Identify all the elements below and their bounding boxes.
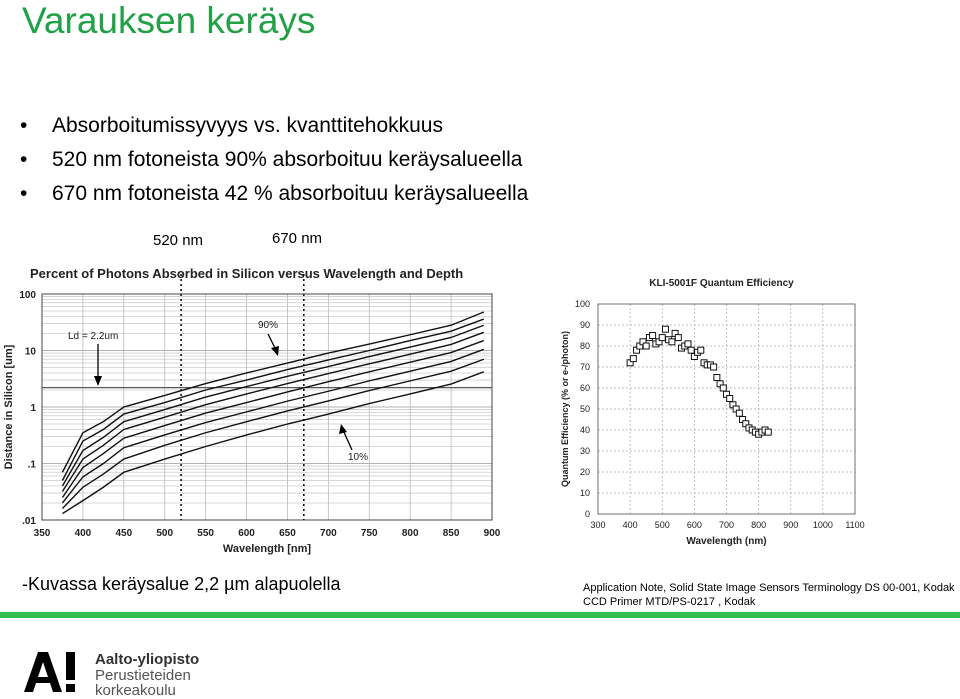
data-point xyxy=(736,410,742,416)
y-axis-label: Quantum Efficiency (% or e-/photon) xyxy=(560,330,570,488)
marker-label-520: 520 nm xyxy=(153,232,204,249)
x-tick-label: 500 xyxy=(654,520,670,530)
data-point xyxy=(685,341,691,347)
y-tick-label: 50 xyxy=(579,404,590,414)
x-tick-label: 350 xyxy=(33,528,51,539)
bullet-dot-icon: • xyxy=(20,114,28,137)
x-tick-label: 300 xyxy=(590,520,606,530)
x-tick-label: 800 xyxy=(401,528,419,539)
series-line xyxy=(62,372,483,514)
bullet-text: 670 nm fotoneista 42 % absorboituu keräysalueella xyxy=(52,182,529,205)
y-tick-label: 40 xyxy=(579,425,590,435)
y-tick-label: .1 xyxy=(27,459,36,471)
data-point xyxy=(688,347,694,353)
y-tick-label: 60 xyxy=(579,383,590,393)
series-line xyxy=(62,349,483,503)
data-point xyxy=(675,335,681,341)
annotation-arrowhead xyxy=(271,346,279,356)
data-point xyxy=(662,326,668,332)
aalto-logo-icon xyxy=(22,650,82,697)
x-tick-label: 550 xyxy=(197,528,214,539)
data-point xyxy=(698,347,704,353)
annotation-arrow xyxy=(343,430,352,450)
bullet-dot-icon: • xyxy=(20,148,28,171)
chart-title: Percent of Photons Absorbed in Silicon versus Wavelength and Depth xyxy=(30,266,464,281)
y-tick-label: 10 xyxy=(24,346,36,358)
y-tick-label: .01 xyxy=(22,516,36,527)
logo-line: korkeakoulu xyxy=(95,682,176,699)
x-tick-label: 1000 xyxy=(812,520,833,530)
y-tick-label: 0 xyxy=(584,509,590,519)
y-tick-label: 100 xyxy=(574,299,590,309)
data-point xyxy=(711,364,717,370)
marker-label-670: 670 nm xyxy=(272,230,323,247)
x-tick-label: 700 xyxy=(718,520,735,530)
source-line: CCD Primer MTD/PS-0217 , Kodak xyxy=(583,596,756,608)
x-tick-label: 900 xyxy=(783,520,799,530)
bullet-text: Absorboitumissyvyys vs. kvanttitehokkuus xyxy=(52,114,443,137)
annotation-arrowhead xyxy=(339,424,347,434)
y-tick-label: 10 xyxy=(579,488,590,498)
logo-line: Aalto-yliopisto xyxy=(95,651,200,668)
y-tick-label: 1 xyxy=(30,403,36,414)
x-tick-label: 850 xyxy=(442,528,460,539)
caption: -Kuvassa keräysalue 2,2 µm alapuolella xyxy=(22,574,341,594)
annotation-label: 10% xyxy=(348,452,369,463)
x-tick-label: 1100 xyxy=(845,520,865,530)
x-tick-label: 500 xyxy=(156,528,174,539)
chart-title: KLI-5001F Quantum Efficiency xyxy=(649,278,794,289)
annotation-label: Ld = 2.2um xyxy=(68,331,119,342)
x-axis-label: Wavelength (nm) xyxy=(686,536,767,547)
x-tick-label: 450 xyxy=(115,528,133,539)
data-point xyxy=(659,335,665,341)
data-point xyxy=(630,356,636,362)
data-point xyxy=(650,333,656,339)
y-tick-label: 90 xyxy=(579,320,590,330)
x-tick-label: 600 xyxy=(686,520,702,530)
series-line xyxy=(62,341,483,498)
data-point xyxy=(727,396,733,402)
x-tick-label: 750 xyxy=(360,528,378,539)
y-tick-label: 70 xyxy=(579,362,590,372)
y-tick-label: 100 xyxy=(19,290,36,301)
annotation-label: 90% xyxy=(258,320,279,331)
y-tick-label: 80 xyxy=(579,341,590,351)
x-tick-label: 900 xyxy=(483,528,501,539)
absorption-depth-chart xyxy=(0,262,510,562)
x-tick-label: 400 xyxy=(74,528,92,539)
x-tick-label: 650 xyxy=(279,528,296,539)
y-tick-label: 20 xyxy=(579,467,590,477)
bullet-text: 520 nm fotoneista 90% absorboituu keräysalueella xyxy=(52,148,523,171)
data-point xyxy=(765,429,771,435)
accent-bar xyxy=(0,612,960,618)
x-axis-label: Wavelength [nm] xyxy=(222,543,312,555)
x-tick-label: 700 xyxy=(320,528,337,539)
y-tick-label: 30 xyxy=(579,446,590,456)
x-tick-label: 400 xyxy=(622,520,638,530)
data-point xyxy=(669,339,675,345)
data-point xyxy=(720,385,726,391)
x-tick-label: 600 xyxy=(238,528,255,539)
data-point xyxy=(714,375,720,381)
logo-line: Perustieteiden xyxy=(95,667,191,684)
x-tick-label: 800 xyxy=(751,520,767,530)
quantum-efficiency-chart xyxy=(555,268,865,548)
y-axis-label: Distance in Silicon [um] xyxy=(3,344,15,470)
data-point xyxy=(643,343,649,349)
annotation-arrowhead xyxy=(94,376,102,386)
bullet-dot-icon: • xyxy=(20,182,28,205)
slide-title: Varauksen keräys xyxy=(22,0,316,41)
source-line: Application Note, Solid State Image Sensors Terminology DS 00-001, Kodak xyxy=(583,582,955,594)
